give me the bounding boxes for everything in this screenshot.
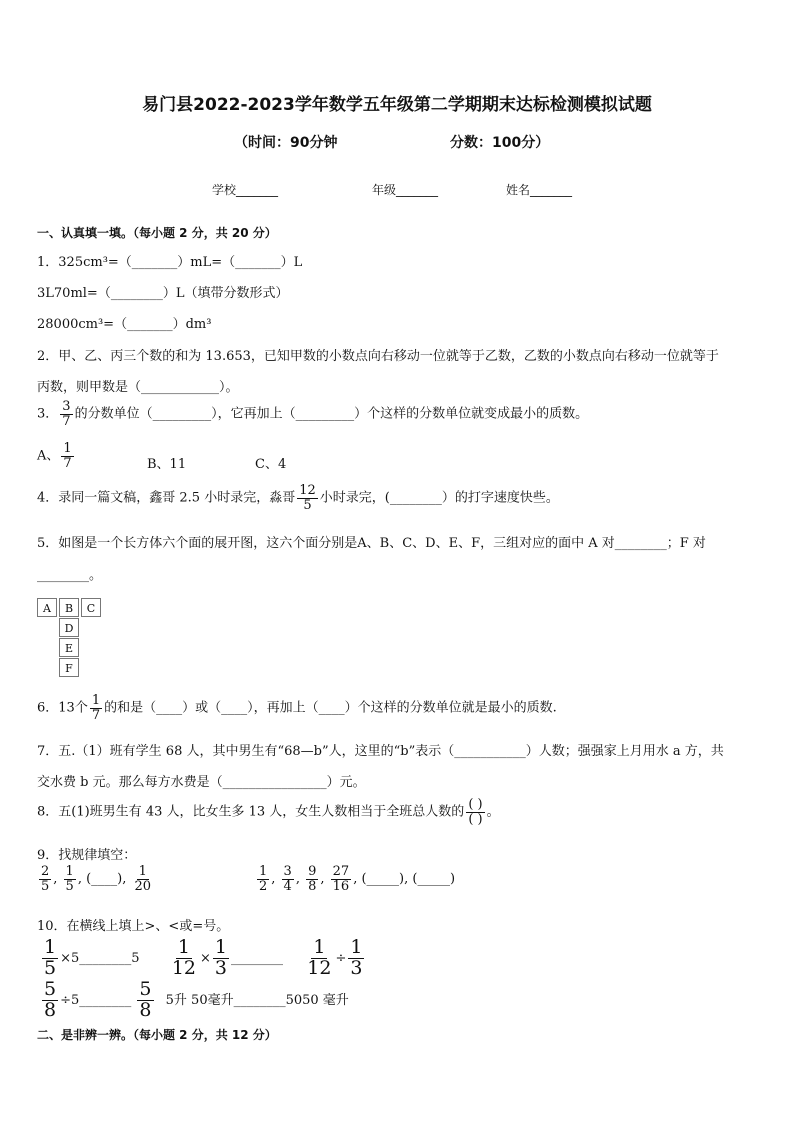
net-face-b: B <box>59 598 79 617</box>
question-7-line-2: 交水费 b 元。那么每方水费是（________________）元。 <box>37 775 366 790</box>
net-face-c: C <box>81 598 101 617</box>
question-5-line-1: 5．如图是一个长方体六个面的展开图，这六个面分别是A、B、C、D、E、F，三组对应的面中 A 对________；F 对 <box>37 536 706 551</box>
question-8: 8．五(1)班男生有 43 人，比女生多 13 人，女生人数相当于全班总人数的 $\frac{( )}{( )}$ 。 <box>37 797 500 827</box>
grade-field: 年级_______ <box>372 183 439 197</box>
section-2-heading: 二、是非辨一辨。（每小题 2 分，共 12 分） <box>37 1028 277 1042</box>
net-face-a: A <box>37 598 57 617</box>
question-10-label: 10．在横线上填上>、<或=号。 <box>37 919 230 934</box>
question-6: 6．13个 $\frac{1}{7}$ 的和是（____）或（____），再加上（____）个这样的分数单位就是最小的质数. <box>37 693 557 723</box>
question-2-line-2: 丙数，则甲数是（____________）。 <box>37 380 239 395</box>
score-label: 分数：100分） <box>450 135 550 151</box>
question-10-row-2: $\frac{5}{8}$ ÷5________ $\frac{5}{8}$ 5升 50毫升________5050 毫升 <box>44 978 349 1021</box>
school-field: 学校_______ <box>212 183 279 197</box>
question-text: 的分数单位（_________），它再加上（_________）个这样的分数单位就变成最小的质数。 <box>74 406 589 422</box>
question-9-sequence-2: $\frac{1}{2}$ , $\frac{3}{4}$ , $\frac{9}{8}$ , $\frac{27}{16}$ , (_____), (_____) <box>259 864 456 894</box>
question-3-option-c: C、4 <box>255 457 287 472</box>
question-9-sequence-1: $\frac{2}{5}$ , $\frac{1}{5}$ , (____), $\frac{1}{20}$ <box>41 864 152 894</box>
question-5-line-2: ________。 <box>37 568 103 583</box>
question-1-line-1: 1．325cm³=（_______）mL=（_______）L <box>37 255 303 270</box>
question-3 <box>37 400 588 428</box>
net-face-d: D <box>59 618 79 637</box>
time-label: （时间：90分钟 <box>234 135 338 151</box>
question-3-option-b: B、11 <box>147 457 187 472</box>
question-number: 3． <box>37 406 59 422</box>
question-1-line-3: 28000cm³=（_______）dm³ <box>37 317 212 332</box>
question-4: 4．录同一篇文稿，鑫哥 2.5 小时录完，淼哥 $\frac{12}{5}$ 小时录完，(________）的打字速度快些。 <box>37 483 559 513</box>
name-field: 姓名_______ <box>506 183 573 197</box>
page-title: 易门县2022-2023学年数学五年级第二学期期末达标检测模拟试题 <box>142 95 652 115</box>
question-10-row-1: $\frac{1}{5}$ ×5________5 $\frac{1}{12}$ × $\frac{1}{3}$ ________ $\frac{1}{12}$ ÷ $\frac{1}{3}$ <box>44 936 363 979</box>
section-1-heading: 一、认真填一填。（每小题 2 分，共 20 分） <box>37 226 277 240</box>
question-1-line-2: 3L70ml=（________）L（填带分数形式） <box>37 286 289 301</box>
net-face-e: E <box>59 638 79 657</box>
question-3-option-a: A、 $\frac{1}{7}$ <box>37 441 72 471</box>
fraction: $\frac{3}{7}$ <box>62 399 71 429</box>
question-2-line-1: 2．甲、乙、丙三个数的和为 13.653，已知甲数的小数点向右移动一位就等于乙数，乙数的小数点向右移动一位就等于 <box>37 349 719 364</box>
question-9-label: 9．找规律填空： <box>37 848 137 863</box>
net-face-f: F <box>59 658 79 677</box>
question-7-line-1: 7．五.（1）班有学生 68 人，其中男生有“68—b”人，这里的“b”表示（___________）人数；强强家上月用水 a 方，共 <box>37 744 724 759</box>
